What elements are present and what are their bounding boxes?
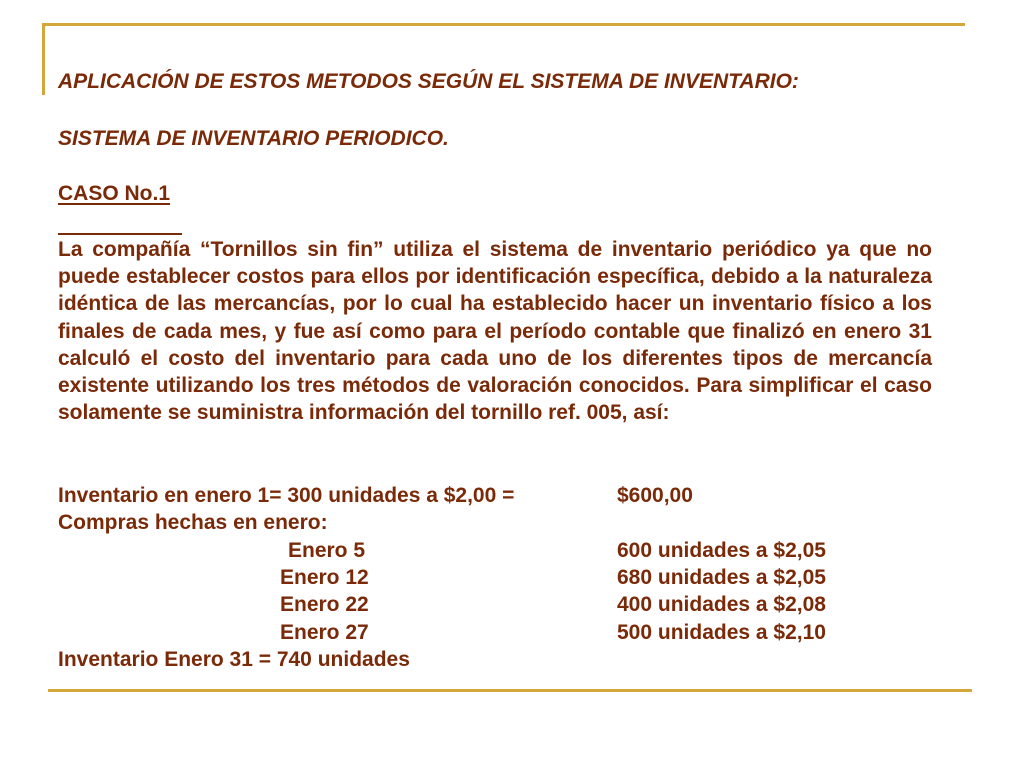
frame-bottom-line [48, 689, 972, 692]
frame-top-line [42, 23, 965, 26]
purchase-date: Enero 22 [280, 593, 369, 616]
purchase-detail: 500 unidades a $2,10 [617, 621, 826, 644]
purchase-detail: 600 unidades a $2,05 [617, 539, 826, 562]
final-inventory: Inventario Enero 31 = 740 unidades [58, 648, 410, 671]
slide-subtitle: SISTEMA DE INVENTARIO PERIODICO. [58, 127, 449, 150]
initial-inventory-value: $600,00 [617, 484, 693, 507]
case-heading: CASO No.1 [58, 182, 171, 205]
purchase-date: Enero 5 [288, 539, 366, 562]
case-underline-divider [58, 233, 182, 235]
purchases-heading: Compras hechas en enero: [58, 511, 328, 534]
purchase-detail: 680 unidades a $2,05 [617, 566, 826, 589]
slide-title: APLICACIÓN DE ESTOS METODOS SEGÚN EL SISTEMA DE INVENTARIO: [58, 70, 799, 93]
initial-inventory-label: Inventario en enero 1= 300 unidades a $2,00 = [58, 484, 515, 507]
purchase-date: Enero 27 [280, 621, 369, 644]
purchase-date: Enero 12 [280, 566, 369, 589]
purchase-detail: 400 unidades a $2,08 [617, 593, 826, 616]
frame-left-line [42, 23, 45, 95]
case-paragraph: La compañía “Tornillos sin fin” utiliza el sistema de inventario periódico ya que no puede establecer costos para ellos por identificación específica, debido a la naturaleza idéntica de las mercancías, por lo cual ha establecido hacer un inventario físico a los finales de cada mes, y fue así como para el período contable que finalizó en enero 31 calculó el costo del inventario para cada uno de los diferentes tipos de mercancía existente utilizando los tres métodos de valoración conocidos. Para simplificar el caso solamente se suministra información del tornillo ref. 005, así: [58, 238, 932, 425]
